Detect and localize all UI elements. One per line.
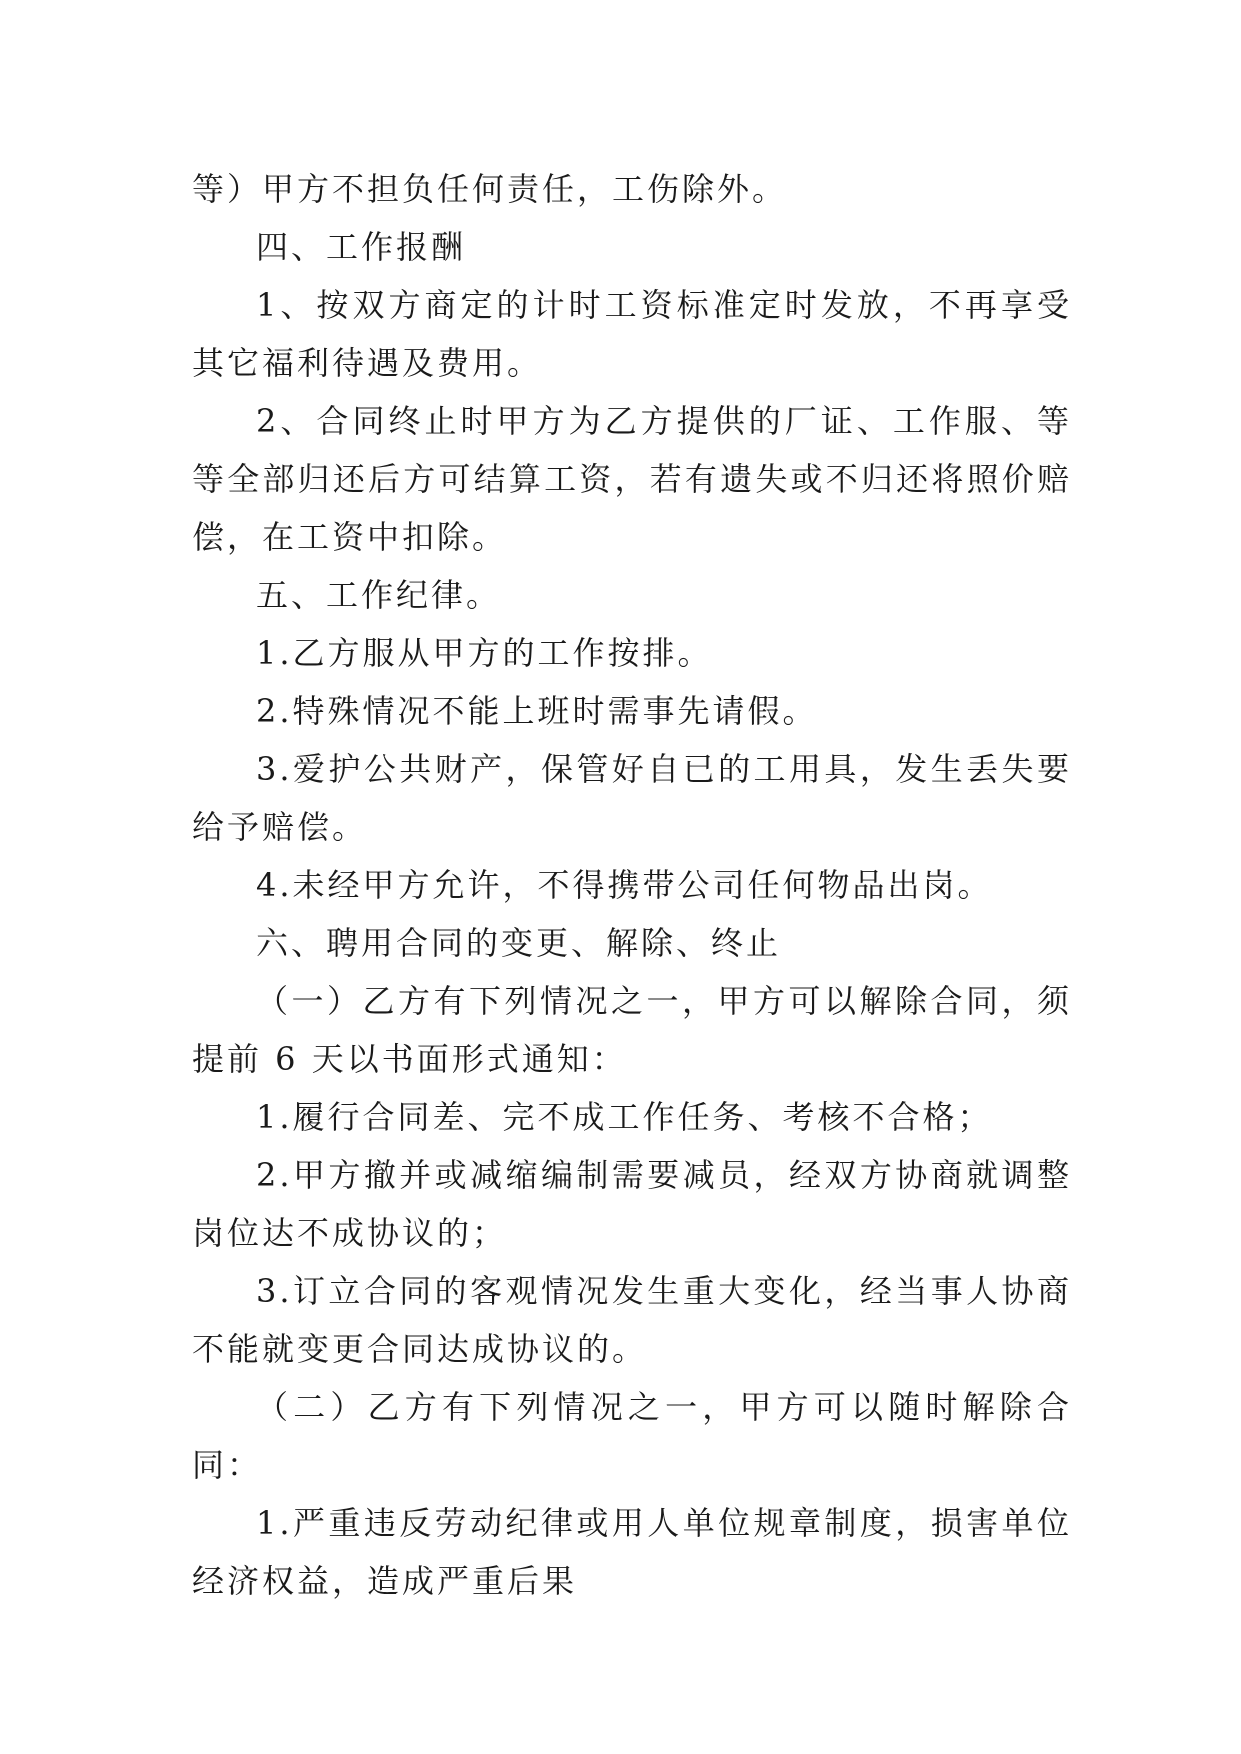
paragraph-discipline-4: 4.未经甲方允许，不得携带公司任何物品出岗。 [256,866,993,904]
paragraph-termination-3: 3.订立合同的客观情况发生重大变化，经当事人协商不能就变更合同达成协议的。 [192,1272,1072,1368]
section-heading-contract-changes: 六、聘用合同的变更、解除、终止 [256,924,782,962]
section-heading-remuneration: 四、工作报酬 [256,228,467,266]
paragraph-termination-2: 2.甲方撤并或减缩编制需要减员，经双方协商就调整岗位达不成协议的； [192,1156,1072,1252]
paragraph-discipline-3: 3.爱护公共财产，保管好自已的工用具，发生丢失要给予赔偿。 [192,750,1072,846]
document-body [192,160,1072,1610]
paragraph-continuation: 等）甲方不担负任何责任，工伤除外。 [192,170,788,208]
subsection-heading-2: （二）乙方有下列情况之一，甲方可以随时解除合同： [192,1388,1072,1484]
section-heading-discipline: 五、工作纪律。 [256,576,502,614]
paragraph-remuneration-2: 2、合同终止时甲方为乙方提供的厂证、工作服、等等全部归还后方可结算工资，若有遗失或不归还将照价赔偿，在工资中扣除。 [192,402,1072,556]
paragraph-remuneration-1: 1、按双方商定的计时工资标准定时发放，不再享受其它福利待遇及费用。 [192,286,1072,382]
paragraph-discipline-1: 1.乙方服从甲方的工作按排。 [256,634,713,672]
paragraph-discipline-2: 2.特殊情况不能上班时需事先请假。 [256,692,818,730]
paragraph-termination-1: 1.履行合同差、完不成工作任务、考核不合格； [256,1098,993,1136]
subsection-heading-1: （一）乙方有下列情况之一，甲方可以解除合同，须提前 6 天以书面形式通知： [192,982,1072,1078]
paragraph-immediate-termination-1: 1.严重违反劳动纪律或用人单位规章制度，损害单位经济权益，造成严重后果 [192,1504,1072,1600]
